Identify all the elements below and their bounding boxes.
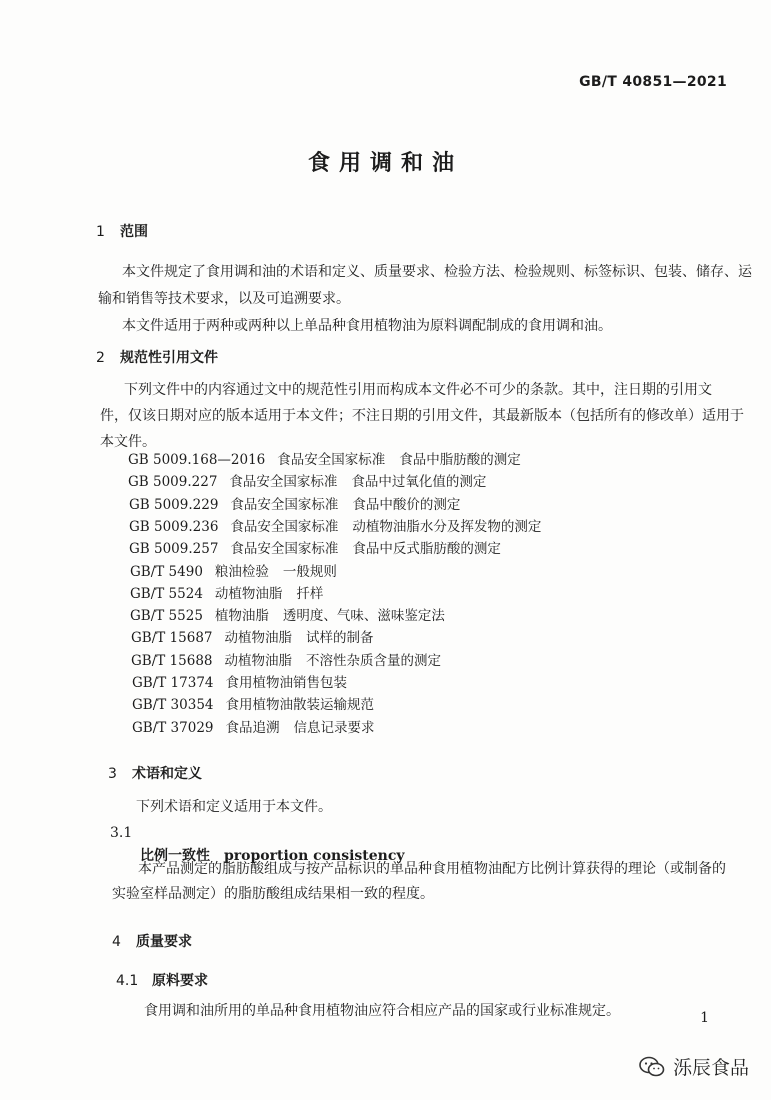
reference-category: 食品安全国家标准: [230, 497, 339, 513]
section-title: 质量要求: [136, 934, 192, 950]
reference-title: 信息记录要求: [293, 720, 375, 736]
term-english: proportion consistency: [224, 848, 405, 864]
section-title: 术语和定义: [132, 766, 202, 782]
subsection-title: 原料要求: [152, 973, 208, 989]
reference-item: [128, 470, 486, 490]
reference-title: 透明度、气味、滋味鉴定法: [282, 608, 445, 624]
watermark-text: 泺辰食品: [672, 1057, 749, 1079]
standard-number: GB/T 40851—2021: [579, 74, 727, 90]
reference-category: 食用植物油散装运输规范: [225, 697, 374, 713]
paragraph-line: 输和销售等技术要求，以及可追溯要求。: [98, 291, 350, 307]
reference-item: [129, 537, 501, 557]
reference-title: 试样的制备: [306, 630, 374, 646]
paragraph-line: 实验室样品测定）的脂肪酸组成结果相一致的程度。: [112, 886, 434, 902]
reference-title: 扦样: [296, 586, 324, 602]
reference-item: [132, 716, 375, 736]
section-title: 规范性引用文件: [120, 350, 218, 366]
reference-code: GB/T 37029: [132, 720, 214, 736]
reference-item: [132, 693, 388, 713]
reference-code: GB/T 17374: [132, 675, 214, 691]
reference-item: [130, 560, 337, 580]
reference-item: [131, 626, 374, 646]
reference-item: [130, 604, 445, 624]
paragraph-line: 本文件。: [100, 434, 156, 450]
watermark: [639, 1053, 749, 1080]
paragraph-line: 本产品测定的脂肪酸组成与按产品标识的单品种食用植物油配方比例计算获得的理论（或制备的: [138, 861, 726, 877]
reference-code: GB 5009.236: [129, 519, 219, 535]
page-title: 食用调和油: [307, 151, 463, 176]
section-title: 范围: [120, 224, 148, 240]
section-number: 4: [112, 934, 121, 950]
section-1-heading: [96, 221, 148, 241]
reference-title: 食品中脂肪酸的测定: [399, 452, 521, 468]
reference-category: 食用植物油销售包装: [225, 675, 347, 691]
paragraph-line: 下列术语和定义适用于本文件。: [136, 799, 332, 815]
reference-category: 食品安全国家标准: [277, 452, 386, 468]
reference-code: GB/T 5525: [130, 608, 203, 624]
reference-code: GB/T 15688: [131, 653, 213, 669]
section-4-heading: [112, 931, 192, 951]
reference-item: [129, 515, 541, 535]
reference-code: GB 5009.229: [129, 497, 219, 513]
reference-category: 食品安全国家标准: [230, 519, 339, 535]
paragraph-line: 下列文件中的内容通过文中的规范性引用而构成本文件必不可少的条款。其中，注日期的引用文: [124, 382, 712, 398]
section-number: 1: [96, 224, 105, 240]
section-number: 3: [108, 766, 117, 782]
paragraph-line: 本文件规定了食用调和油的术语和定义、质量要求、检验方法、检验规则、标签标识、包装、储存、运: [122, 264, 752, 280]
term-chinese: 比例一致性: [140, 848, 210, 864]
reference-title: 食品中酸价的测定: [352, 497, 461, 513]
reference-code: GB 5009.257: [129, 541, 219, 557]
reference-code: GB/T 30354: [132, 697, 214, 713]
reference-code: GB 5009.227: [128, 474, 218, 490]
wechat-icon: [639, 1056, 665, 1078]
reference-category: 动植物油脂: [224, 653, 292, 669]
reference-category: 植物油脂: [214, 608, 269, 624]
reference-item: [131, 649, 441, 669]
term-number: 3.1: [110, 825, 133, 841]
reference-title: 动植物油脂水分及挥发物的测定: [352, 519, 542, 535]
reference-category: 粮油检验: [214, 564, 269, 580]
section-3-heading: [108, 763, 202, 783]
reference-code: GB/T 5490: [130, 564, 203, 580]
reference-title: 一般规则: [282, 564, 337, 580]
page-number: 1: [700, 1010, 709, 1026]
paragraph-line: 件，仅该日期对应的版本适用于本文件；不注日期的引用文件，其最新版本（包括所有的修改单）适用于: [100, 408, 744, 424]
reference-category: 动植物油脂: [214, 586, 283, 602]
subsection-number: 4.1: [116, 973, 139, 989]
reference-category: 食品安全国家标准: [230, 541, 339, 557]
reference-category: 食品安全国家标准: [229, 474, 338, 490]
paragraph-line: 本文件适用于两种或两种以上单品种食用植物油为原料调配制成的食用调和油。: [122, 318, 612, 334]
reference-item: [129, 493, 460, 513]
reference-item: [128, 448, 521, 468]
reference-category: 动植物油脂: [224, 630, 292, 646]
section-2-heading: [96, 347, 218, 367]
reference-title: 食品中过氧化值的测定: [351, 474, 487, 490]
reference-title: 食品中反式脂肪酸的测定: [352, 541, 501, 557]
reference-code: GB/T 5524: [130, 586, 203, 602]
reference-code: GB 5009.168—2016: [128, 452, 266, 468]
reference-item: [132, 671, 361, 691]
reference-category: 食品追溯: [225, 720, 280, 736]
paragraph-line: 食用调和油所用的单品种食用植物油应符合相应产品的国家或行业标准规定。: [144, 1003, 620, 1019]
subsection-4-1-heading: [116, 970, 208, 990]
section-number: 2: [96, 350, 105, 366]
reference-code: GB/T 15687: [131, 630, 213, 646]
reference-item: [130, 582, 323, 602]
reference-title: 不溶性杂质含量的测定: [306, 653, 441, 669]
